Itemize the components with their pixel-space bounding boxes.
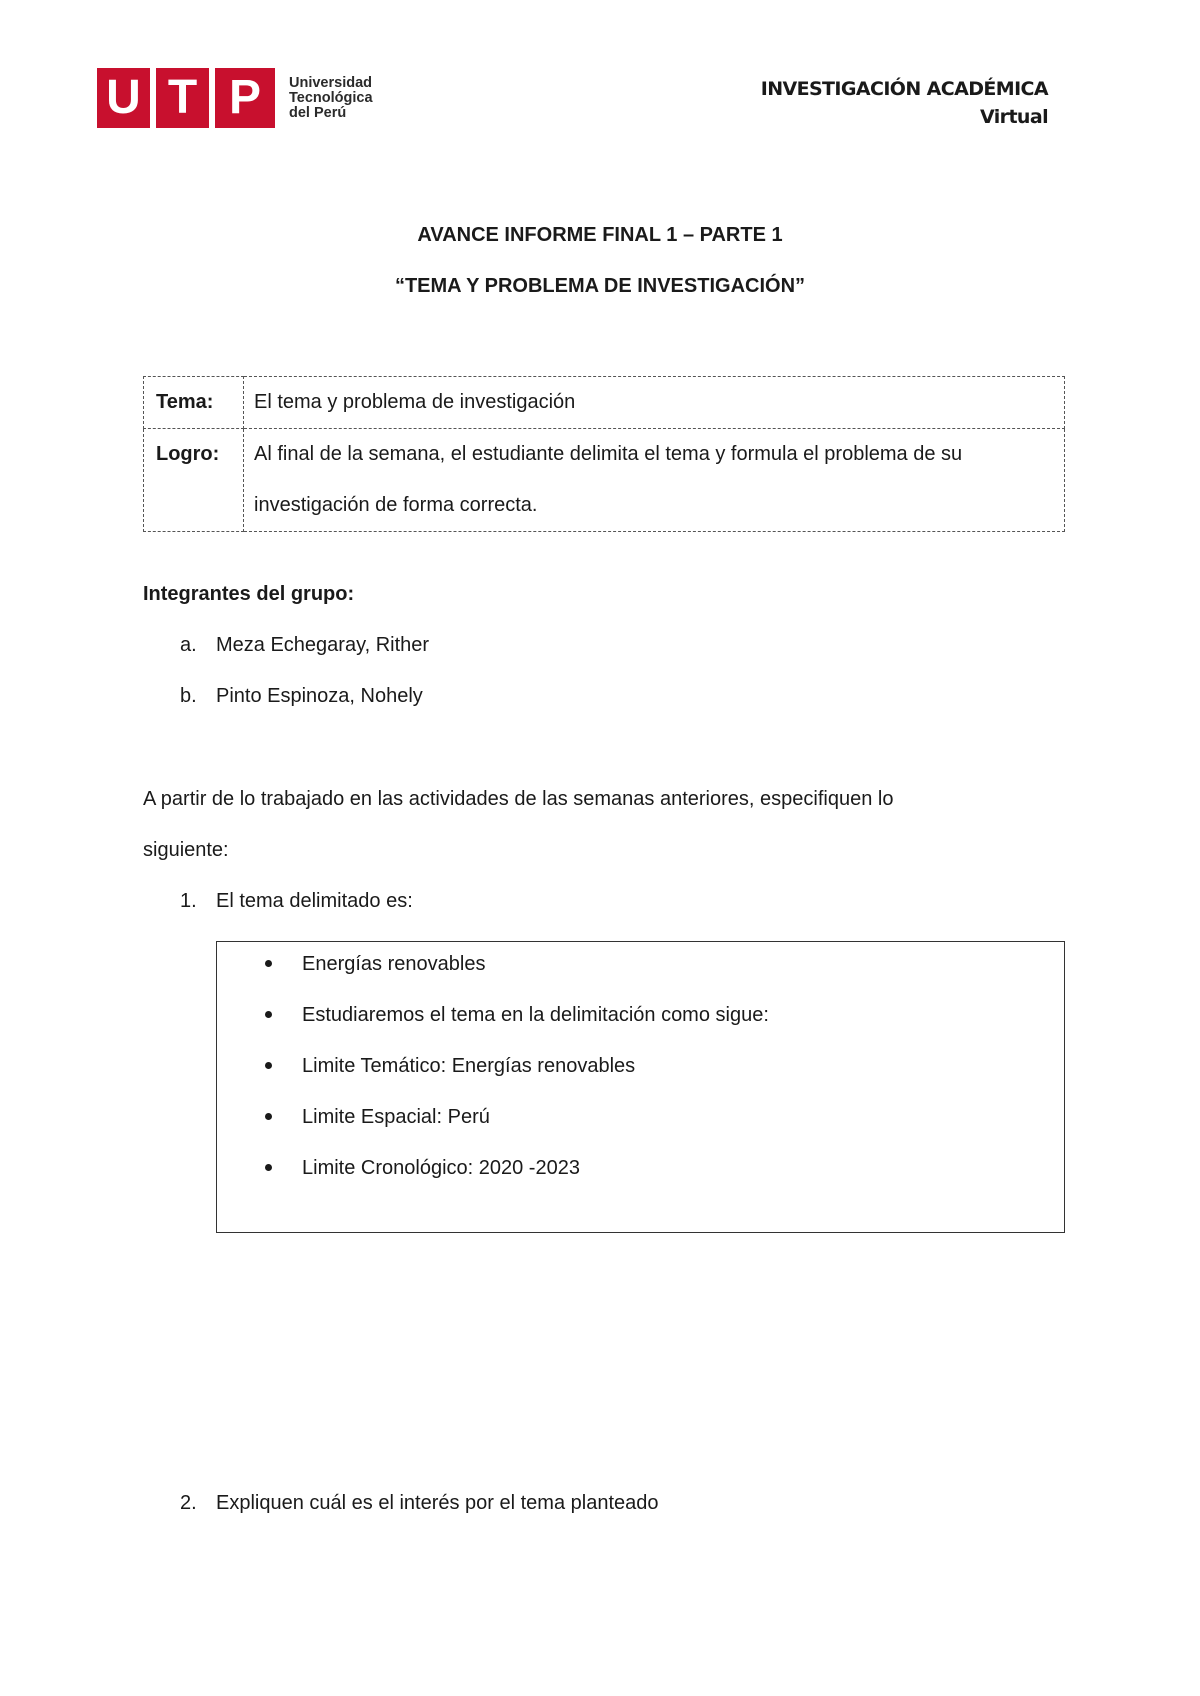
- question-marker-2: 2.: [180, 1492, 197, 1514]
- bullet-icon: [265, 1062, 272, 1069]
- list-item-text: Limite Temático: Energías renovables: [302, 1055, 636, 1077]
- logo-text-line3: del Perú: [289, 104, 347, 121]
- course-modality: Virtual: [980, 106, 1048, 128]
- table-row-logro: [144, 429, 1065, 532]
- question-text-1: El tema delimitado es:: [216, 890, 413, 912]
- group-heading: Integrantes del grupo:: [143, 583, 355, 605]
- bullet-icon: [265, 960, 272, 967]
- member-name-a: Meza Echegaray, Rither: [216, 634, 430, 656]
- list-item-text: Limite Espacial: Perú: [302, 1106, 490, 1128]
- logo-text-line1: Universidad: [289, 74, 372, 91]
- member-marker-b: b.: [180, 685, 197, 707]
- list-item-text: Limite Cronológico: 2020 -2023: [302, 1157, 580, 1179]
- logro-value: [244, 429, 1065, 532]
- list-item: [217, 1002, 1064, 1028]
- list-item-text: Energías renovables: [302, 953, 486, 975]
- logo-letter-p: P: [215, 68, 275, 128]
- logro-line-1: Al final de la semana, el estudiante delimita el tema y formula el problema de su: [254, 443, 963, 465]
- list-item: [217, 1155, 1064, 1181]
- question-marker-1: 1.: [180, 890, 197, 912]
- list-item: [217, 1053, 1064, 1079]
- answer-box-1: [216, 941, 1065, 1233]
- list-item: [217, 1104, 1064, 1130]
- logo-letter-u: U: [97, 68, 150, 128]
- list-item: [217, 951, 1064, 977]
- bullet-icon: [265, 1164, 272, 1171]
- list-item-text: Estudiaremos el tema en la delimitación como sigue:: [302, 1004, 769, 1026]
- course-name: INVESTIGACIÓN ACADÉMICA: [760, 78, 1048, 100]
- logo-text-line2: Tecnológica: [289, 89, 373, 106]
- document-subtitle: “TEMA Y PROBLEMA DE INVESTIGACIÓN”: [394, 275, 806, 297]
- question-text-2: Expliquen cuál es el interés por el tema planteado: [216, 1492, 659, 1514]
- tema-value: El tema y problema de investigación: [244, 377, 1065, 429]
- table-row-tema: [144, 377, 1065, 429]
- topic-table: [143, 376, 1065, 532]
- logro-label: Logro:: [144, 429, 244, 532]
- bullet-icon: [265, 1011, 272, 1018]
- logo-mark: [97, 68, 275, 128]
- logro-line-2: investigación de forma correcta.: [254, 494, 538, 516]
- logo-letter-t: T: [156, 68, 209, 128]
- document-title: AVANCE INFORME FINAL 1 – PARTE 1: [417, 224, 783, 246]
- intro-line-1: A partir de lo trabajado en las actividades de las semanas anteriores, especifiquen lo: [143, 788, 894, 810]
- utp-logo: [97, 68, 373, 128]
- logo-text: [289, 76, 373, 121]
- member-name-b: Pinto Espinoza, Nohely: [216, 685, 423, 707]
- member-marker-a: a.: [180, 634, 197, 656]
- course-header: [761, 75, 1048, 131]
- tema-label: Tema:: [144, 377, 244, 429]
- intro-line-2: siguiente:: [143, 839, 229, 861]
- bullet-icon: [265, 1113, 272, 1120]
